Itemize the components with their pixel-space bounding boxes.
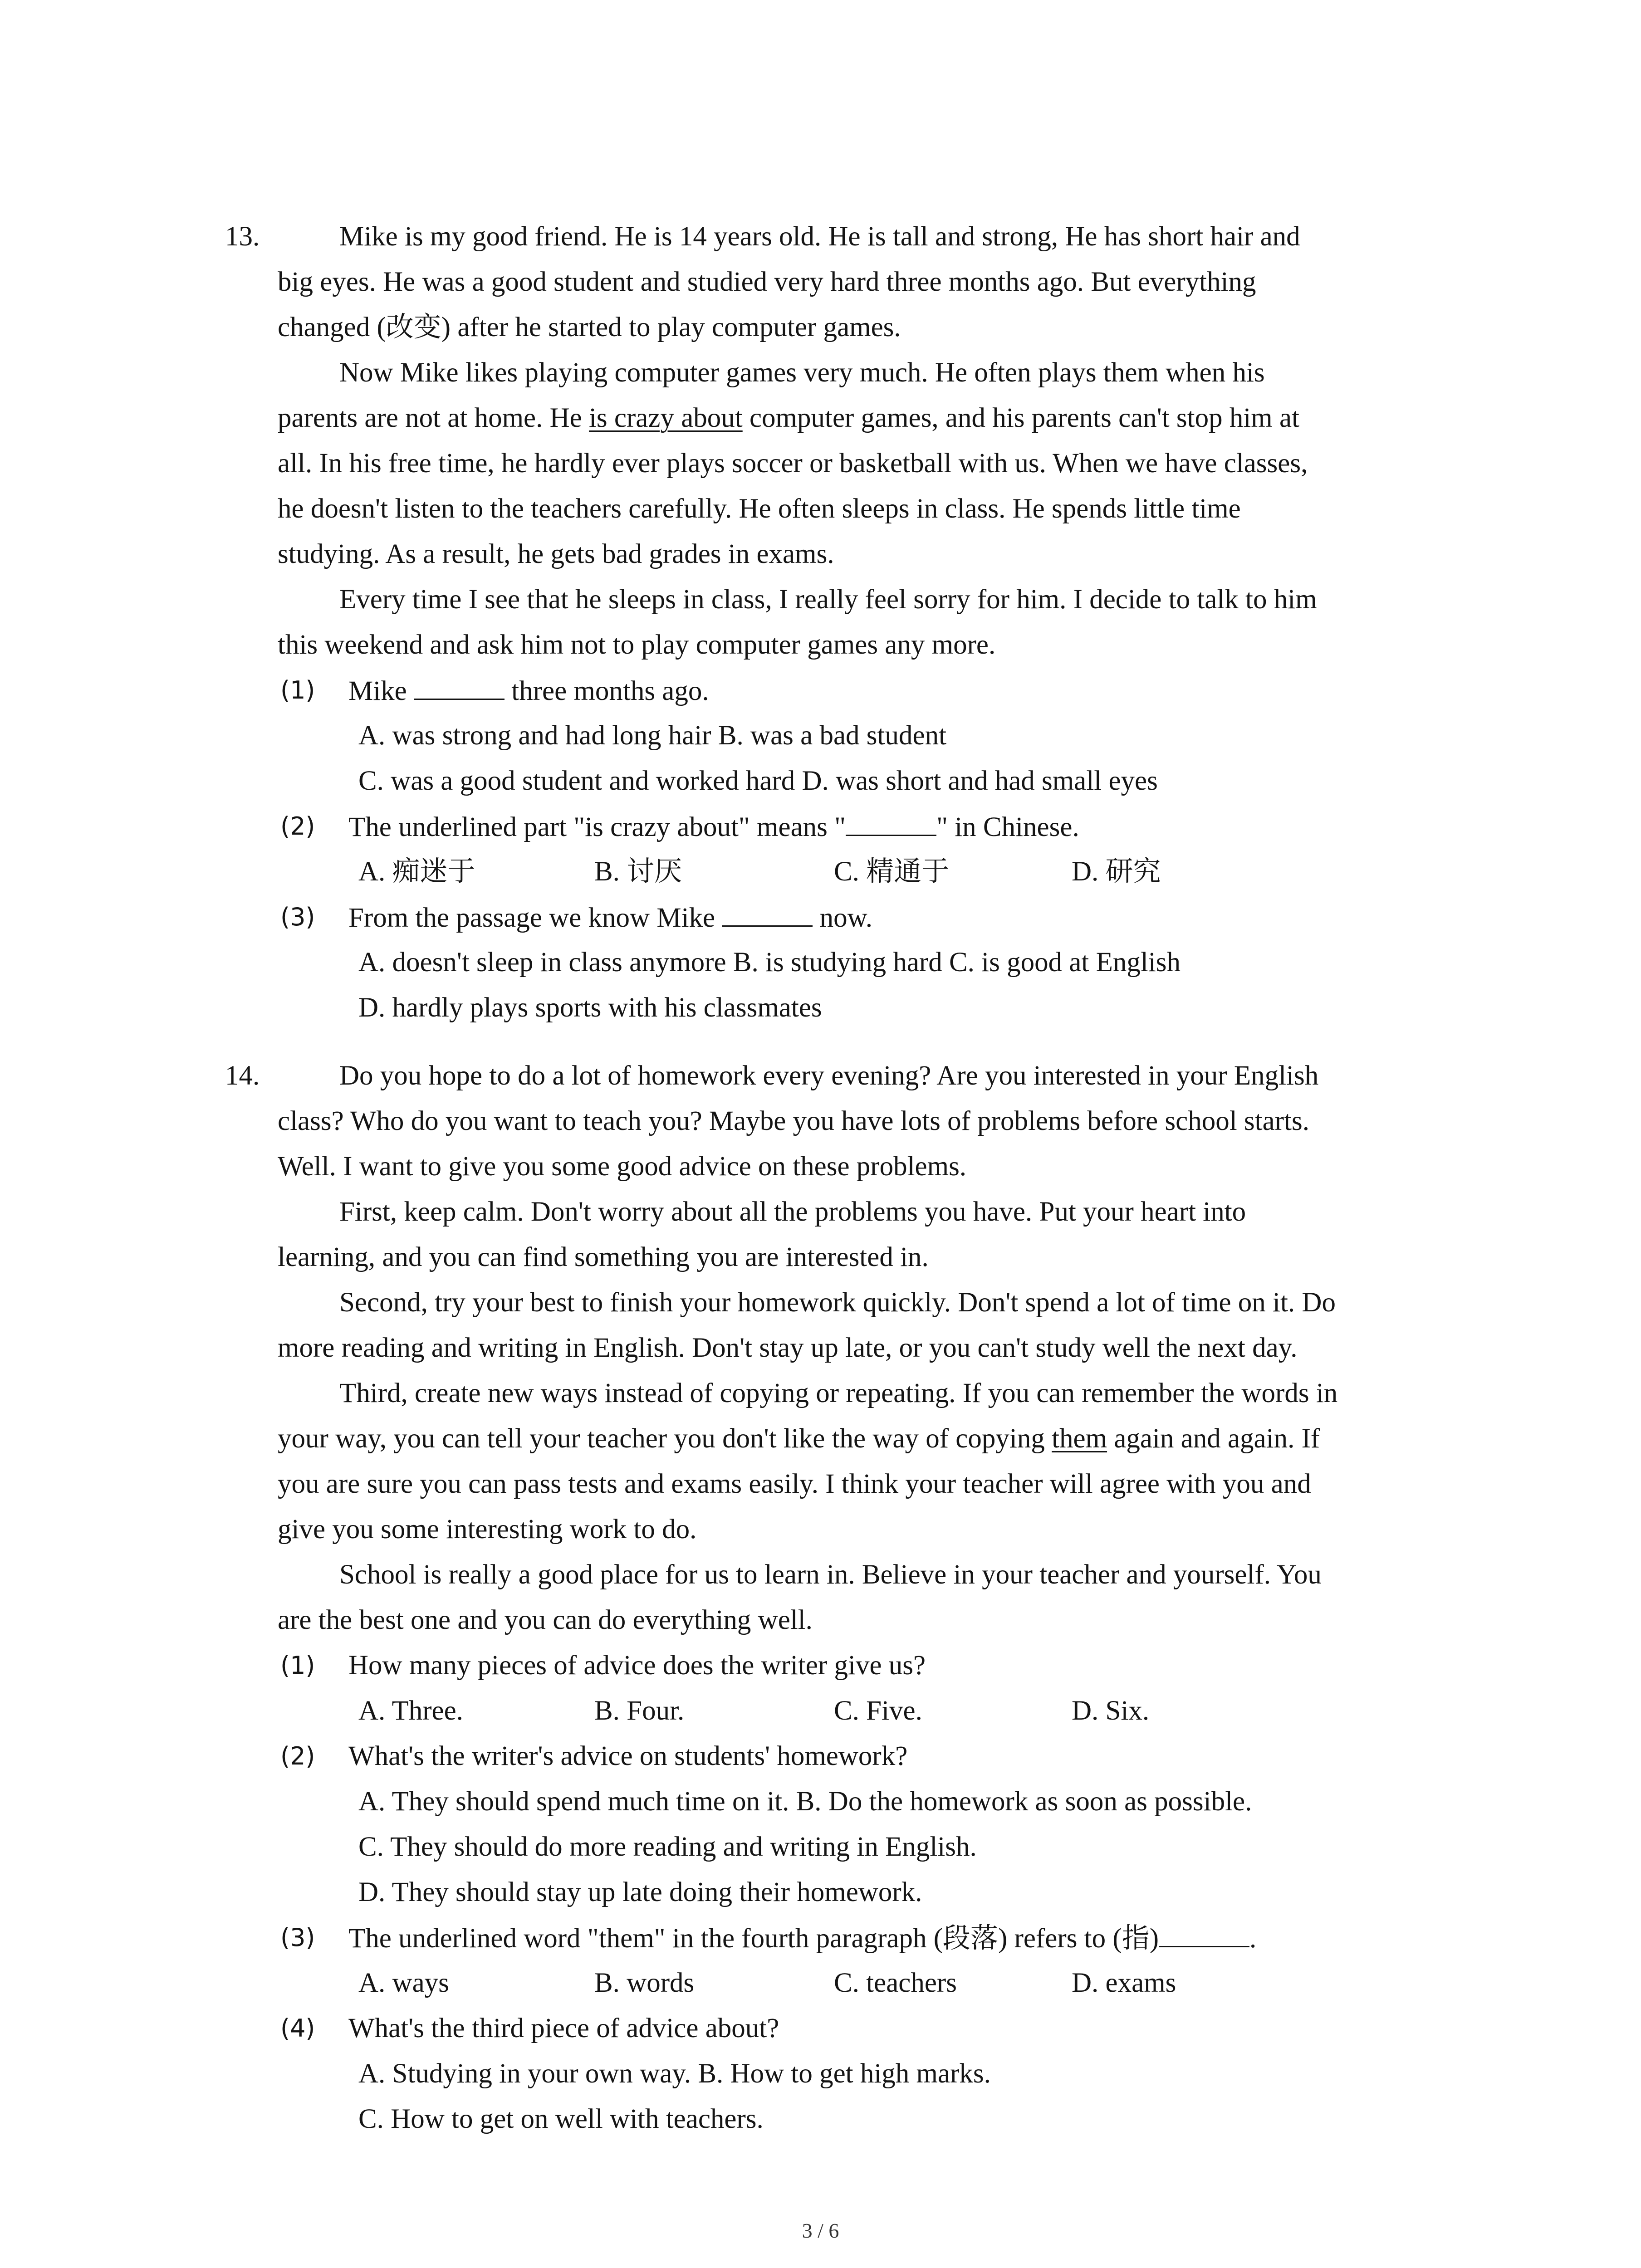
answer-blank (846, 808, 936, 836)
q14-sub1-option-a: A. Three. (358, 1696, 463, 1726)
q14-text-before-underline: your way, you can tell your teacher you don't like the way of copying (278, 1423, 1052, 1454)
q14-sub1-stem: How many pieces of advice does the writer give us? (348, 1650, 926, 1681)
q13-passage-line-9: Every time I see that he sleeps in class, I really feel sorry for him. I decide to talk to him (339, 584, 1317, 615)
q14-passage-line-9 (278, 1421, 1320, 1457)
q14-sub4-options-row-2: C. How to get on well with teachers. (358, 2104, 764, 2134)
question-14-number: 14. (225, 1061, 260, 1091)
q14-passage-line-8: Third, create new ways instead of copying or repeating. If you can remember the words in (339, 1378, 1338, 1408)
q14-sub3-option-d: D. exams (1072, 1968, 1176, 1998)
q14-sub1-number: (1) (280, 1651, 315, 1680)
q13-passage-line-1: Mike is my good friend. He is 14 years old. He is tall and strong, He has short hair and (339, 221, 1300, 252)
q14-sub1-option-d: D. Six. (1072, 1696, 1150, 1726)
stem-part: now. (813, 903, 872, 933)
q13-sub2-option-b: B. 讨厌 (594, 856, 682, 887)
q14-passage-line-12: School is really a good place for us to learn in. Believe in your teacher and yourself. You (339, 1559, 1322, 1590)
q14-sub2-options-row-3: D. They should stay up late doing their homework. (358, 1877, 922, 1907)
q14-passage-line-13: are the best one and you can do everything well. (278, 1605, 813, 1635)
q14-sub4-stem: What's the third piece of advice about? (348, 2013, 779, 2043)
q13-sub2-stem (348, 808, 1079, 846)
q13-sub3-stem (348, 899, 872, 936)
answer-blank (722, 899, 813, 927)
q13-sub3-options-row-1: A. doesn't sleep in class anymore B. is studying hard C. is good at English (358, 947, 1181, 978)
q13-passage-line-2: big eyes. He was a good student and studied very hard three months ago. But everything (278, 267, 1256, 297)
stem-part: The underlined part "is crazy about" means " (348, 812, 846, 842)
stem-part: From the passage we know Mike (348, 903, 722, 933)
q14-sub3-option-c: C. teachers (834, 1968, 957, 1998)
stem-part: . (1249, 1923, 1257, 1954)
q13-sub1-options-row-2: C. was a good student and worked hard D. was short and had small eyes (358, 766, 1158, 796)
q14-sub1-option-b: B. Four. (594, 1696, 685, 1726)
q14-passage-line-11: give you some interesting work to do. (278, 1514, 697, 1545)
stem-part: The underlined word "them" in the fourth paragraph (段落) refers to (指) (348, 1923, 1159, 1954)
q13-sub1-options-row-1: A. was strong and had long hair B. was a bad student (358, 720, 947, 751)
q14-passage-line-5: learning, and you can find something you are interested in. (278, 1242, 929, 1272)
q14-sub4-options-row-1: A. Studying in your own way. B. How to get high marks. (358, 2058, 991, 2089)
q13-text-after-underline: computer games, and his parents can't stop him at (742, 403, 1300, 433)
q13-passage-line-7: he doesn't listen to the teachers carefully. He often sleeps in class. He spends little time (278, 494, 1241, 524)
q13-passage-line-10: this weekend and ask him not to play computer games any more. (278, 630, 996, 660)
question-13-number: 13. (225, 221, 260, 252)
q14-sub3-option-b: B. words (594, 1968, 695, 1998)
q13-sub2-option-c: C. 精通于 (834, 856, 950, 887)
q14-sub2-stem: What's the writer's advice on students' homework? (348, 1741, 908, 1771)
q13-sub3-options-row-2: D. hardly plays sports with his classmates (358, 992, 822, 1023)
q14-passage-line-2: class? Who do you want to teach you? Maybe you have lots of problems before school starts. (278, 1106, 1309, 1136)
q14-passage-line-6: Second, try your best to finish your homework quickly. Don't spend a lot of time on it. Do (339, 1287, 1336, 1318)
q13-passage-line-3: changed (改变) after he started to play computer games. (278, 312, 901, 342)
answer-blank (1159, 1920, 1249, 1947)
q14-sub4-number: (4) (280, 2014, 315, 2043)
q14-underlined-word: them (1052, 1423, 1107, 1454)
q14-text-after-underline: again and again. If (1107, 1423, 1320, 1454)
q13-sub2-number: (2) (280, 812, 315, 841)
q13-text-before-underline: parents are not at home. He (278, 403, 589, 433)
q14-sub1-option-c: C. Five. (834, 1696, 922, 1726)
page-number: 3 / 6 (802, 2219, 839, 2242)
answer-blank (414, 672, 505, 700)
q14-sub2-number: (2) (280, 1742, 315, 1770)
q13-passage-line-8: studying. As a result, he gets bad grades in exams. (278, 539, 834, 569)
q14-passage-line-1: Do you hope to do a lot of homework every evening? Are you interested in your English (339, 1061, 1319, 1091)
q14-passage-line-3: Well. I want to give you some good advice on these problems. (278, 1151, 967, 1182)
q14-sub2-options-row-2: C. They should do more reading and writing in English. (358, 1832, 977, 1862)
q14-passage-line-4: First, keep calm. Don't worry about all the problems you have. Put your heart into (339, 1197, 1246, 1227)
q13-sub1-stem (348, 672, 709, 709)
q14-sub3-option-a: A. ways (358, 1968, 449, 1998)
q14-sub3-number: (3) (280, 1923, 315, 1952)
q14-sub3-stem (348, 1920, 1256, 1957)
q13-sub2-option-d: D. 研究 (1072, 856, 1161, 887)
q14-sub2-options-row-1: A. They should spend much time on it. B. Do the homework as soon as possible. (358, 1786, 1252, 1817)
stem-part: " in Chinese. (936, 812, 1079, 842)
q13-passage-line-4: Now Mike likes playing computer games very much. He often plays them when his (339, 357, 1265, 388)
stem-part: three months ago. (505, 676, 709, 706)
q13-sub2-option-a: A. 痴迷于 (358, 856, 475, 887)
q13-sub1-number: (1) (280, 676, 315, 704)
q13-sub3-number: (3) (280, 903, 315, 931)
q13-passage-line-6: all. In his free time, he hardly ever plays soccer or basketball with us. When we have classes, (278, 448, 1308, 479)
q14-passage-line-7: more reading and writing in English. Don't stay up late, or you can't study well the next day. (278, 1333, 1298, 1363)
stem-part: Mike (348, 676, 414, 706)
q13-underlined-phrase: is crazy about (588, 403, 743, 433)
q13-passage-line-5 (278, 400, 1299, 436)
q14-passage-line-10: you are sure you can pass tests and exams easily. I think your teacher will agree with you and (278, 1469, 1311, 1499)
